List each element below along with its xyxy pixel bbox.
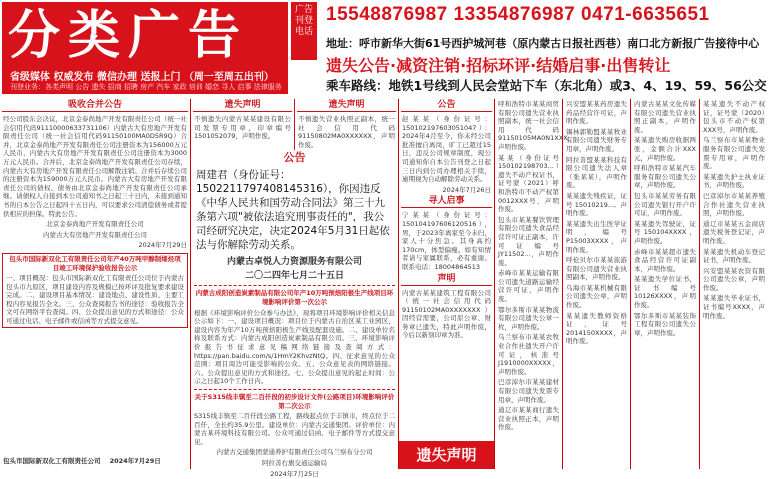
lost-list-item: 内蒙古某某文化传媒有限公司遗失营业执照正副本，声明作废。 [634, 100, 696, 134]
acceptance-date: 2024年7月29日 [109, 457, 161, 466]
lost-list-item: 通辽市某某五金商店遗失税务登记证，声明作废。 [703, 219, 765, 245]
eia-title: 内蒙古成阳创造炭素制品有限公司年产10万吨预焙阳极生产线项目环境影响评价第一次公示 [195, 289, 394, 306]
divider [194, 389, 395, 390]
column-notices [190, 99, 398, 478]
dismissal-date: 二〇二四年七月二十五日 [244, 271, 344, 282]
lost-list-item: 某某（身份证号150102198703...）遗失不动产权证书，证号蒙（2021）呼和浩特市不动产权第0012XXX号，声明作废。 [498, 153, 559, 214]
merger-body: 经公司股东会决议，北京金泰尚地产开发有限责任公司（统一社会信用代码91110000633731106）内蒙古大有房地产开发有限责任公司（统一社会信用代码91150100MA0D5R9Q）合并，北京金泰尚地产开发有限责任公司注册资本为156000万元人民币，内蒙古大有房地产开发有限责任公司注册资本为3000万元人民币。合并后，北京金泰尚地产开发有限责任公司存续，内蒙古大有房地产开发有限责任公司解散注销。合并后存续公司的注册资本为159000万元人民币。内蒙古大有房地产开发有限责任公司的债权、债务由北京金泰尚地产开发有限责任公司承继。请债权人自接到本公司通知书之日起三十日内，未接到通知书的自本公告之日起四十五日内，可以要求公司清偿债务或者提供相应的担保。特此公告。 [3, 115, 187, 218]
lost-list-item: 某某遗失出生医学证明，编号P15003XXXX，声明作废。 [566, 219, 627, 254]
lost-list-item: 赤峰市某某运输有限公司遗失道路运输经营许可证，声明作废。 [498, 269, 559, 304]
newspaper-header [0, 0, 768, 98]
merger-signer-2: 内蒙古大有房地产开发有限责任公司 [43, 230, 147, 239]
column-merger [0, 99, 190, 469]
road-eia-body: S315线丰镇至二百仟段公路工程，路线起点位于丰镇市，终点位于二百仟，全长约35.9公里。建设单位：内蒙古交通集团。评价单位：内蒙古某环境科技有限公司。公众可通过信函、电子邮件等方式提交意见。 [194, 412, 395, 446]
lost-list-item: 兴安盟某某药房遗失药品经营许可证，声明作废。 [566, 100, 627, 126]
dismissal-body: 周建君（身份证号：15022117974081453​16），你因违反《中华人民共和国劳动合同法》第三十九条第六项"被依法追究刑事责任的"，我公司经研究决定，决定2024年5月31日起依法与你解除劳动关系。 [196, 169, 390, 252]
columns [0, 99, 768, 478]
dismissal-signer: 内蒙古卓悦人力资源服务有限公司 [226, 257, 362, 268]
column-lost-b [562, 99, 630, 469]
column-lost-a [494, 99, 575, 469]
lost-banner: 遗失声明 [399, 441, 494, 469]
lost-list-item: 某某遗失毕业证书，证书编号XXXX，声明作废。 [703, 294, 765, 320]
lost-list-item: 某某遗失购房收据两张，金额合计XXX元，声明作废。 [634, 136, 696, 162]
road-eia-title: 关于S315线丰镇至二百仟段的初步设计文件(公路项目)环境影响评价第二次公示 [194, 392, 395, 410]
lost-list-item: 某某遗失不动产权证，证号蒙（2020）包头市不动产权第XXX号，声明作废。 [703, 100, 765, 134]
lost-list-item: 呼和浩特市某某汽车服务有限公司遗失公章，声明作废。 [634, 164, 696, 190]
merger-date: 2024年7月29日 [138, 241, 187, 250]
absence-date: 2024年7月26日 [442, 185, 491, 194]
lost-list-item: 阿拉善盟某某科技有限公司遗失法人章（张某某），声明作废。 [566, 155, 627, 190]
lost-list-item: 某某遗失护士执业证书，声明作废。 [703, 172, 765, 190]
lost-list-item: 乌兰察布市某某农牧业合作社遗失开户许可证，核准号J1910000XXXXX，声明作废。 [498, 333, 559, 376]
column-announcements [398, 99, 494, 469]
lost-notice-a [191, 99, 295, 150]
lost-list-item: 锡林郭勒盟某某牧业有限公司遗失财务专用章，声明作废。 [566, 127, 627, 153]
lost-list-item: 乌兰察布市某某物业服务有限公司遗失发票专用章，声明作废。 [703, 136, 765, 171]
lost-list-item: 鄂尔多斯市某某装饰工程有限公司遗失公章，声明作废。 [634, 311, 696, 337]
lost-list-item: 巴彦淖尔市某某建材有限公司遗失发票专用章，声明作废。 [498, 378, 559, 404]
lost-list-item: 包头市某某餐饮管理有限公司遗失食品经营许可证正副本，许可证编号JY11502...，声明作废。 [498, 215, 559, 267]
acceptance-ad [2, 253, 188, 328]
acceptance-body: 一、项目概况：包头市国际新双化工有限责任公司位于内蒙古包头市九原区，项目建设内容及规模已按环评及批复要求建设完成。二、建设项目基本情况：建设地点、建设性质、主要工程内容见报告全文。三、公众查阅报告书的途径：验收报告全文可在网络平台查阅。四、公众提出意见的方式和途径：公众可通过电话、电子邮件或信函等方式提交意见。 [6, 274, 184, 326]
acceptance-footer [0, 456, 190, 467]
lost-list-item: 通辽市某某商行遗失营业执照正本，声明作废。 [498, 406, 559, 432]
acceptance-signer: 包头市国际新双化工有限责任公司 [3, 457, 101, 466]
absence-title: 公告 [401, 99, 492, 112]
vertical-tag: 广告刊登电话 [291, 2, 317, 60]
lost-a-body: 不慎遗失内蒙古某某建设有限公司发票专用章，印章编号1501052079，声明作废。 [194, 115, 291, 141]
phone-numbers: 15548876987 13354876987 0471-6635651 [326, 4, 710, 25]
lost-list-item: 某某遗失教师资格证，证号2014150XXXX，声明作废。 [566, 311, 627, 346]
lost-pair [191, 99, 398, 150]
route-line: 乘车路线：地铁1号线到人民会堂站下车（东北角）或3、4、19、59、56公交 [326, 78, 767, 93]
services-line: 遗失公告·减资注销·招标环评·结婚启事·出售转让 [326, 56, 671, 75]
dismissal-title: 公告 [283, 151, 306, 165]
merger-signer-1: 北京金泰尚地产开发有限责任公司 [46, 220, 144, 229]
lost-b-body: 不慎遗失营业执照正副本，统一社会信用代码91150802MA0XXXXXX，声明作废。 [298, 115, 395, 149]
lost-list-item: 某某遗失机动车登记证书，声明作废。 [703, 247, 765, 265]
merger-title: 吸收合并公告 [2, 99, 188, 112]
statement-title: 声明 [401, 273, 492, 286]
missing-title: 寻人启事 [401, 195, 492, 208]
lost-list-item: 乌海市某某机械有限公司遗失公章，声明作废。 [566, 283, 627, 310]
lost-list-item: 巴彦淖尔市某某养殖合作社遗失营业执照，声明作废。 [703, 191, 765, 218]
divider [194, 285, 395, 286]
brand-subline: 刊登业务：各类声明 公告 遗失 招商 招聘 房产 汽车 家政 培训 婚恋 寻人 启事 法律服务 [10, 83, 282, 91]
column-lost-d [699, 99, 768, 469]
lost-list-item: 某某遗失学位证书，证书编号10126XXXX，声明作废。 [634, 275, 696, 310]
lost-list-item: 赤峰市某某超市遗失食品经营许可证副本，声明作废。 [634, 247, 696, 273]
absence-body: 赵某某（身份证号：150102197603051047）：2024年4月至今，你未经公司批准擅自离岗，旷工已超过15日，违反公司规章制度，现公司通知你自本公告刊登之日起三日内到公司办理相关手续，逾期视为自动解除劳动关系。 [402, 115, 491, 184]
road-eia-signer: 内蒙古交通集团蒙通养护有限责任公司乌兰察布分公司 [216, 448, 373, 457]
lost-a-title: 遗失声明 [193, 99, 292, 112]
lost-list-item: 包头市某某劳务有限公司遗失银行开户许可证，声明作废。 [634, 191, 696, 218]
brand-title: 分类广告 [8, 5, 249, 66]
column-lost-c [630, 99, 699, 469]
missing-body: 宁某某（身份证号：150104197606120516），男，于2023年离家至今未归，家人十分焦急。其身高约170cm，体型偏瘦。如有知情者请与家属联系，必有重谢。联系电话：18004864513 [402, 211, 491, 271]
lost-list-item: 呼伦贝尔市某某旅游有限公司遗失营业执照副本，声明作废。 [566, 256, 627, 282]
address-line: 地址：呼市新华大街61号西护城河巷（原内蒙古日报社西巷）南口北方新报广告接待中心 [326, 37, 760, 50]
lost-notice-b [295, 99, 398, 150]
road-eia-date: 2024年7月25日 [270, 469, 319, 478]
brand-block [2, 2, 288, 94]
lost-list-item: 某某遗失驾驶证，证号150104XXXX，声明作废。 [634, 219, 696, 245]
lost-list-item: 某某遗失残疾证，证号15010219..., 声明作废。 [566, 191, 627, 218]
lost-list-item: 鄂尔多斯市某某物流有限公司遗失公章一枚，声明作废。 [498, 305, 559, 331]
lost-list-item: 呼和浩特市某某商贸有限公司遗失营业执照副本，统一社会信用代码91150105MA0N1XXX，声明作废。 [498, 100, 575, 151]
brand-slogan: 省级媒体 权威发布 微信办理 送报上门 （周一至周五出刊） [10, 72, 274, 83]
lost-b-title: 遗失声明 [297, 99, 396, 112]
acceptance-title: 包头市国际新双化工有限责任公司年产40万吨甲醇制烯烃项目竣工环境保护验收报告公示 [9, 254, 181, 272]
statement-body: 内蒙古某某建筑工程有限公司（统一社会信用代码91150102MA0XXXXXXX）因经营需要，公司原公章、财务章已遗失，特此声明作废，今后以新刻印章为准。 [402, 288, 491, 340]
road-eia-signer-2: 阿拉善右旗交通运输局 [262, 459, 327, 468]
lost-list-item: 兴安盟某某农资有限公司遗失公章，声明作废。 [703, 266, 765, 292]
eia-body: 根据《环境影响评价公众参与办法》，现将项目环境影响评价相关信息公示如下：一、建设项目概况：项目位于内蒙古自治区某工业园区，建设内容为年产10万吨预焙阳极生产线及配套设施。二、建设单位名称及联系方式：内蒙古成阳创造炭素制品有限公司。三、环境影响评价报告书征求意见稿网络链接及查阅方式：https://pan.baidu.com/s/1HmY2KhvzNtQ。四、征求意见的公众范围：项目周边可能受影响的公众。五、公众意见表的网络链接。六、公众提出意见的方式和途径。七、公众提出意见的起止时间：公示之日起10个工作日内。 [194, 308, 395, 386]
